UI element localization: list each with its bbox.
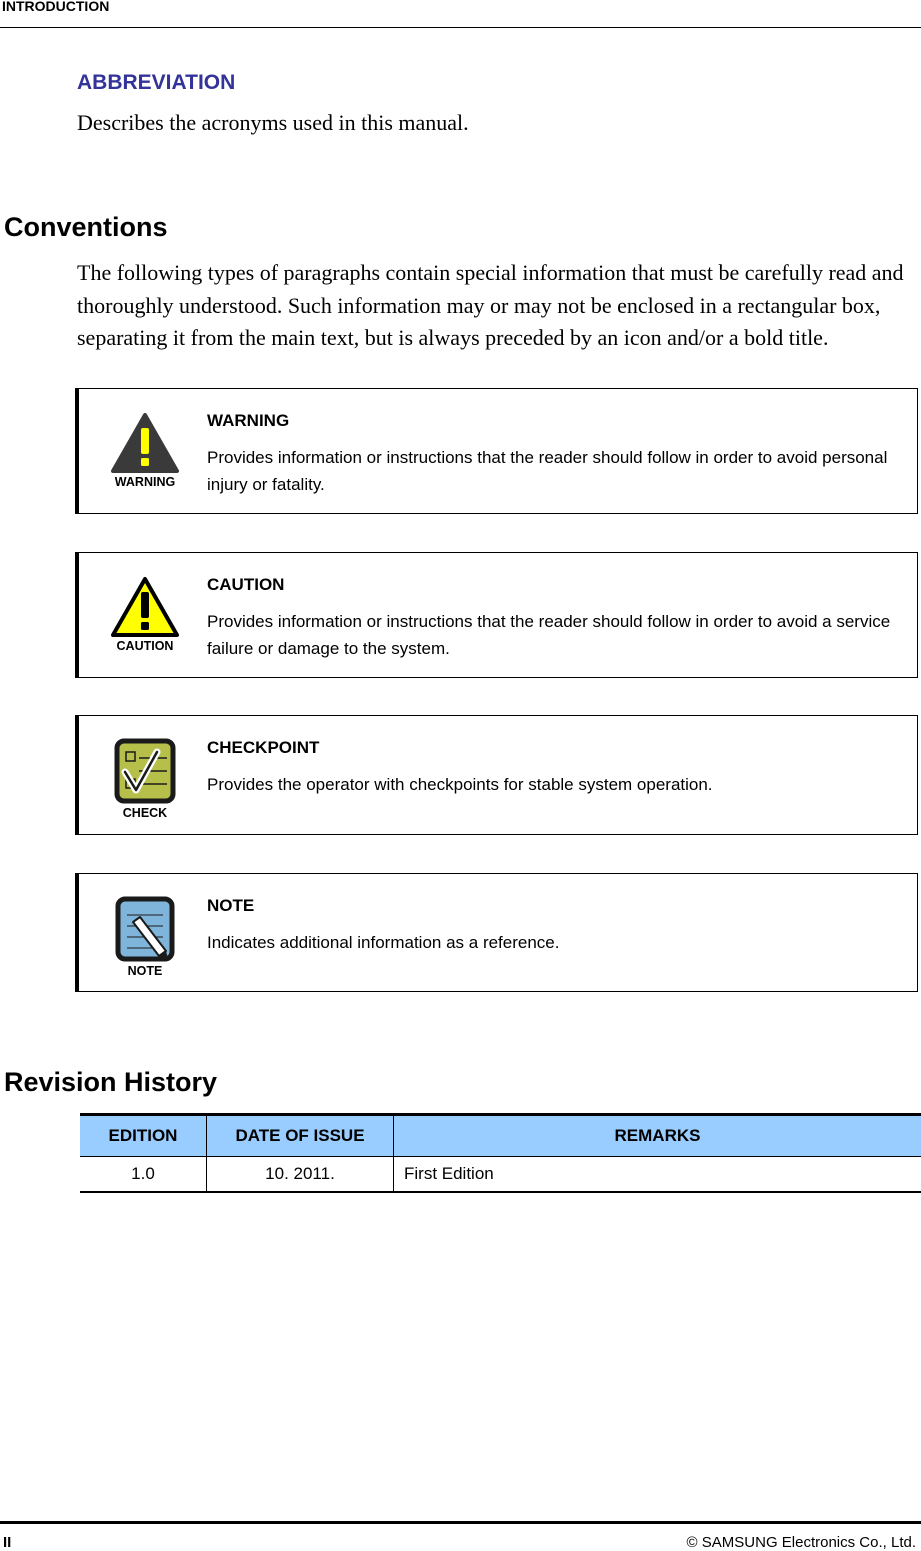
note-callout [75,873,918,992]
column-header-remarks: REMARKS [394,1115,921,1157]
edition-cell: 1.0 [80,1157,207,1193]
page-number: II [3,1534,12,1551]
running-header: INTRODUCTION [2,0,110,14]
checkpoint-text: Provides the operator with checkpoints for stable system operation. [207,775,713,794]
caution-title: CAUTION [207,575,285,594]
remarks-cell: First Edition [394,1157,921,1193]
caution-icon-label: CAUTION [116,639,174,653]
warning-icon [109,411,181,491]
note-icon-label: NOTE [127,964,163,978]
table-header-row [80,1115,921,1157]
caution-icon [109,575,181,655]
checkpoint-icon-label: CHECK [122,806,168,820]
checkpoint-icon [109,738,181,818]
abbreviation-description: Describes the acronyms used in this manual. [77,110,469,135]
checkpoint-callout [75,715,918,835]
note-icon [109,896,181,976]
caution-text: Provides information or instructions that the reader should follow in order to avoid a service failure or damage to the system. [207,612,891,658]
revision-history-table [80,1113,921,1193]
warning-text: Provides information or instructions that the reader should follow in order to avoid personal injury or fatality. [207,448,888,494]
header-rule [0,27,921,28]
caution-callout [75,552,918,678]
note-text: Indicates additional information as a reference. [207,933,560,952]
revision-history-title: Revision History [4,1067,218,1097]
warning-icon-label: WARNING [114,475,176,489]
date-cell: 10. 2011. [207,1157,394,1193]
abbreviation-title: ABBREVIATION [77,71,236,94]
warning-title: WARNING [207,411,290,430]
table-row [80,1157,921,1193]
conventions-title: Conventions [4,212,168,242]
warning-callout [75,388,918,514]
conventions-body: The following types of paragraphs contain special information that must be carefully read and thoroughly understood. Such information may or may not be enclosed in a rectangular box, separating it from the main text, but is always preceded by an icon and/or a bold title. [77,260,904,350]
column-header-edition: EDITION [80,1115,207,1157]
footer-rule [0,1521,921,1524]
copyright-notice: © SAMSUNG Electronics Co., Ltd. [686,1534,916,1551]
column-header-date: DATE OF ISSUE [207,1115,394,1157]
checkpoint-title: CHECKPOINT [207,738,320,757]
note-title: NOTE [207,896,255,915]
